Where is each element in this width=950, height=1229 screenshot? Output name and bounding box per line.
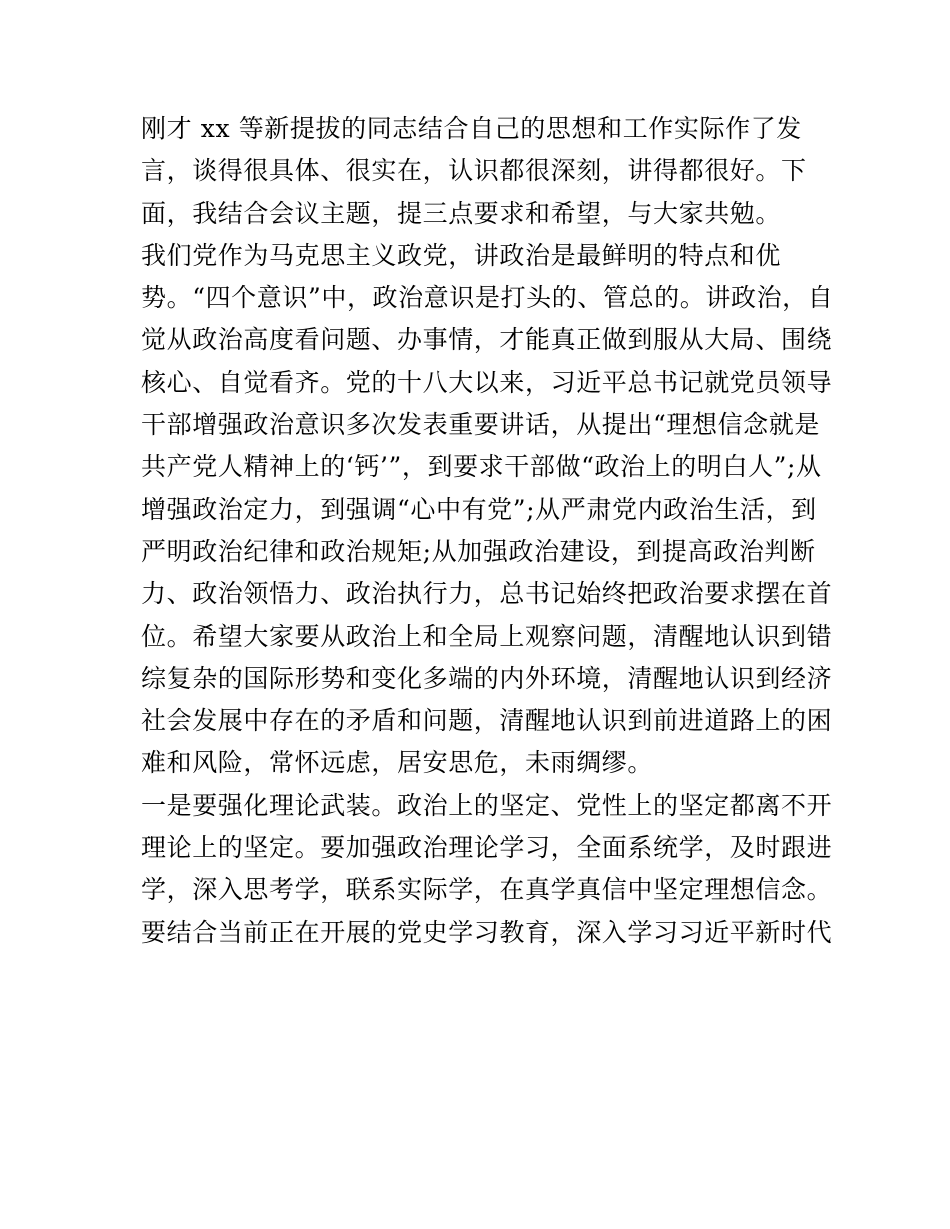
text-line: 严明政治纪律和政治规矩;从加强政治建设，到提高政治判断 bbox=[141, 536, 816, 566]
text-line: 位。希望大家要从政治上和全局上观察问题，清醒地认识到错 bbox=[141, 621, 833, 651]
text-line: 面，我结合会议主题，提三点要求和希望，与大家共勉。 bbox=[141, 198, 782, 228]
text-line: 要结合当前正在开展的党史学习教育，深入学习习近平新时代 bbox=[141, 917, 833, 947]
text-line: 社会发展中存在的矛盾和问题，清醒地认识到前进道路上的困 bbox=[141, 706, 833, 736]
text-line: 我们党作为马克思主义政党，讲政治是最鲜明的特点和优 bbox=[141, 240, 782, 270]
text-line: 力、政治领悟力、政治执行力，总书记始终把政治要求摆在首 bbox=[141, 579, 833, 609]
text-line: 学，深入思考学，联系实际学，在真学真信中坚定理想信念。 bbox=[141, 875, 833, 905]
text-line: 言，谈得很具体、很实在，认识都很深刻，讲得都很好。下 bbox=[141, 156, 807, 186]
text-line: 理论上的坚定。要加强政治理论学习，全面系统学，及时跟进 bbox=[141, 833, 833, 863]
text-line: 干部增强政治意识多次发表重要讲话，从提出“理想信念就是 bbox=[141, 410, 820, 440]
body-text bbox=[141, 108, 834, 954]
text-line: 一是要强化理论武装。政治上的坚定、党性上的坚定都离不开 bbox=[141, 790, 833, 820]
text-line: 共产党人精神上的‘钙’”，到要求干部做“政治上的明白人”;从 bbox=[141, 452, 822, 482]
text-line: 难和风险，常怀远虑，居安思危，未雨绸缪。 bbox=[141, 748, 654, 778]
text-line: 势。“四个意识”中，政治意识是打头的、管总的。讲政治，自 bbox=[141, 283, 834, 313]
text-line: 增强政治定力，到强调“心中有党”;从严肃党内政治生活，到 bbox=[141, 494, 817, 524]
text-line: 核心、自觉看齐。党的十八大以来，习近平总书记就党员领导 bbox=[141, 367, 833, 397]
text-line: 综复杂的国际形势和变化多端的内外环境，清醒地认识到经济 bbox=[141, 663, 833, 693]
text-line: 觉从政治高度看问题、办事情，才能真正做到服从大局、围绕 bbox=[141, 325, 833, 355]
text-line: 刚才 xx 等新提拔的同志结合自己的思想和工作实际作了发 bbox=[141, 114, 802, 143]
